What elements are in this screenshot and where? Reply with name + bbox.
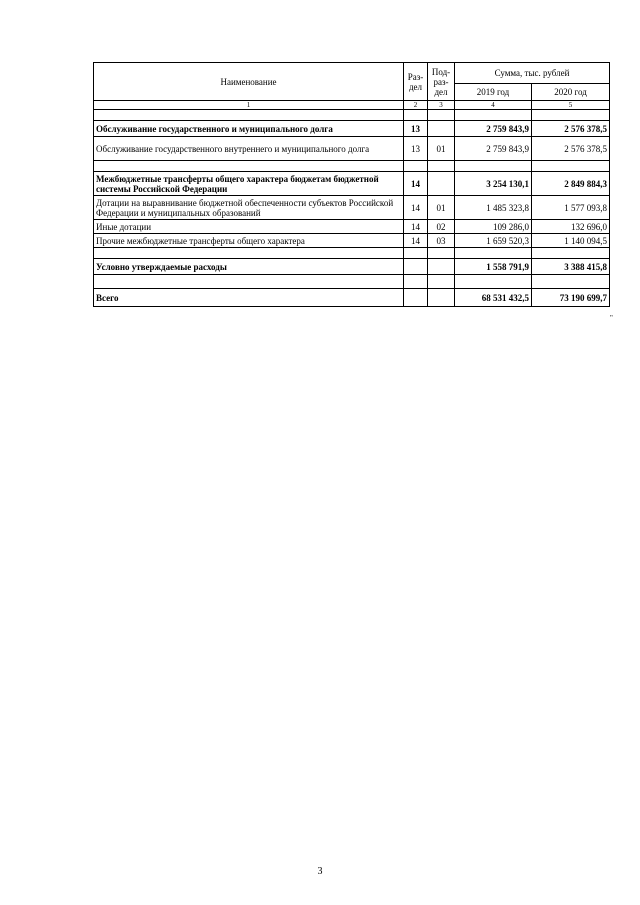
row-sum-2020: 2 849 884,3 (532, 172, 610, 196)
row-razdel (404, 259, 428, 275)
row-sum-2019: 1 485 323,8 (455, 196, 532, 220)
table-row (94, 259, 610, 275)
header-sum: Сумма, тыс. рублей (455, 63, 610, 84)
row-name: Межбюджетные трансферты общего характера бюджетам бюджетной системы Российской Федерации (94, 172, 404, 196)
table-row (94, 220, 610, 234)
spacer-row (94, 161, 610, 172)
row-sum-2020: 1 140 094,5 (532, 234, 610, 248)
table-row (94, 172, 610, 196)
row-sum-2019: 2 759 843,9 (455, 121, 532, 137)
row-sum-2019: 1 558 791,9 (455, 259, 532, 275)
row-podrazdel: 02 (428, 220, 455, 234)
row-razdel: 14 (404, 172, 428, 196)
row-sum-2019: 68 531 432,5 (455, 289, 532, 307)
row-sum-2019: 109 286,0 (455, 220, 532, 234)
row-razdel (404, 289, 428, 307)
row-name: Обслуживание государственного и муниципального долга (94, 121, 404, 137)
row-podrazdel: 01 (428, 196, 455, 220)
page-number: 3 (317, 866, 323, 877)
row-podrazdel (428, 289, 455, 307)
row-sum-2019: 1 659 520,3 (455, 234, 532, 248)
row-razdel: 14 (404, 196, 428, 220)
header-year-2019: 2019 год (455, 84, 532, 101)
row-name: Всего (94, 289, 404, 307)
row-podrazdel: 03 (428, 234, 455, 248)
row-name: Обслуживание государственного внутреннего и муниципального долга (94, 137, 404, 161)
row-podrazdel (428, 172, 455, 196)
row-name: Иные дотации (94, 220, 404, 234)
colnum-3: 3 (428, 101, 455, 110)
row-podrazdel: 01 (428, 137, 455, 161)
table-row-total (94, 289, 610, 307)
table-row (94, 137, 610, 161)
header-podrazdel: Под- раз- дел (428, 63, 455, 101)
table-row (94, 121, 610, 137)
closing-quote-mark: " (610, 314, 613, 322)
row-razdel: 13 (404, 121, 428, 137)
row-sum-2020: 132 696,0 (532, 220, 610, 234)
row-sum-2019: 3 254 130,1 (455, 172, 532, 196)
row-name: Условно утверждаемые расходы (94, 259, 404, 275)
row-name: Прочие межбюджетные трансферты общего характера (94, 234, 404, 248)
colnum-5: 5 (532, 101, 610, 110)
row-podrazdel (428, 259, 455, 275)
table-row (94, 196, 610, 220)
row-sum-2019: 2 759 843,9 (455, 137, 532, 161)
row-sum-2020: 2 576 378,5 (532, 137, 610, 161)
row-sum-2020: 3 388 415,8 (532, 259, 610, 275)
table-row (94, 234, 610, 248)
row-sum-2020: 2 576 378,5 (532, 121, 610, 137)
header-year-2020: 2020 год (532, 84, 610, 101)
row-razdel: 14 (404, 234, 428, 248)
row-name: Дотации на выравнивание бюджетной обеспеченности субъектов Российской Федерации и муниципальных образований (94, 196, 404, 220)
header-razdel: Раз- дел (404, 63, 428, 101)
row-podrazdel (428, 121, 455, 137)
spacer-row (94, 110, 610, 121)
spacer-row (94, 275, 610, 289)
colnum-1: 1 (94, 101, 404, 110)
row-razdel: 13 (404, 137, 428, 161)
spacer-row (94, 248, 610, 259)
header-name: Наименование (94, 63, 404, 101)
row-sum-2020: 1 577 093,8 (532, 196, 610, 220)
colnum-2: 2 (404, 101, 428, 110)
row-sum-2020: 73 190 699,7 (532, 289, 610, 307)
colnum-4: 4 (455, 101, 532, 110)
budget-table (93, 62, 610, 307)
row-razdel: 14 (404, 220, 428, 234)
